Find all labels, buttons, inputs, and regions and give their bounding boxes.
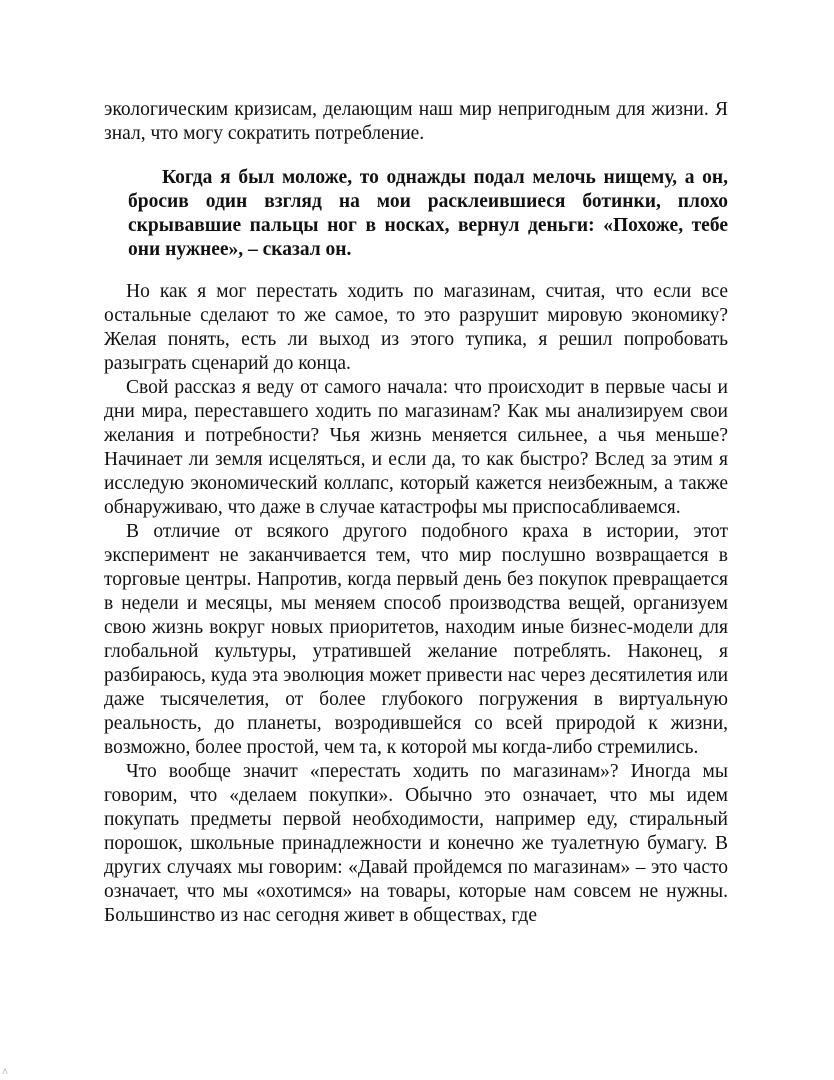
body-paragraph-2: Свой рассказ я веду от самого начала: что происходит в первые часы и дни мира, переставшего ходить по магазинам? Как мы анализируем свои желания и потребности? Чья жизнь меняется сильнее, а чья меньше? Начинает ли земля исцеляться, и если да, то как быстро? Вслед за этим я исследую экономический коллапс, который кажется неизбежным, а также обнаруживаю, что даже в случае катастрофы мы приспосабливаемся.: [104, 377, 728, 518]
corner-mark: ʌ: [2, 1066, 8, 1077]
book-page: [104, 98, 728, 928]
body-paragraph-1: Но как я мог перестать ходить по магазинам, считая, что если все остальные сделают то же самое, то это разрушит мировую экономику? Желая понять, есть ли выход из этого тупика, я решил попробовать разыграть сценарий до конца.: [104, 281, 728, 374]
body-paragraph-3: В отличие от всякого другого подобного краха в истории, этот эксперимент не заканчивается тем, что мир послушно возвращается в торговые центры. Напротив, когда первый день без покупок превращается в недели и месяцы, мы меняем способ производства вещей, организуем свою жизнь вокруг новых приоритетов, находим иные бизнес-модели для глобальной культуры, утратившей желание потреблять. Наконец, я разбираюсь, куда эта эволюция может привести нас через десятилетия или даже тысячелетия, от более глубокого погружения в виртуальную реальность, до планеты, возродившейся со всей природой к жизни, возможно, более простой, чем та, к которой мы когда-либо стремились.: [104, 521, 728, 758]
body-paragraph-4: Что вообще значит «перестать ходить по магазинам»? Иногда мы говорим, что «делаем покупки». Обычно это означает, что мы идем покупать предметы первой необходимости, например еду, стиральный порошок, школьные принадлежности и конечно же туалетную бумагу. В других случаях мы говорим: «Давай пройдемся по магазинам» – это часто означает, что мы «охотимся» на товары, которые нам совсем не нужны. Большинство из нас сегодня живет в обществах, где: [104, 761, 728, 926]
pull-quote: Когда я был моложе, то однажды подал мелочь нищему, а он, бросив один взгляд на мои расклеившиеся ботинки, плохо скрывавшие пальцы ног в носках, вернул деньги: «Похоже, тебе они нужнее», – сказал он.: [128, 167, 728, 260]
opening-paragraph: экологическим кризисам, делающим наш мир непригодным для жизни. Я знал, что могу сократить потребление.: [104, 99, 728, 144]
